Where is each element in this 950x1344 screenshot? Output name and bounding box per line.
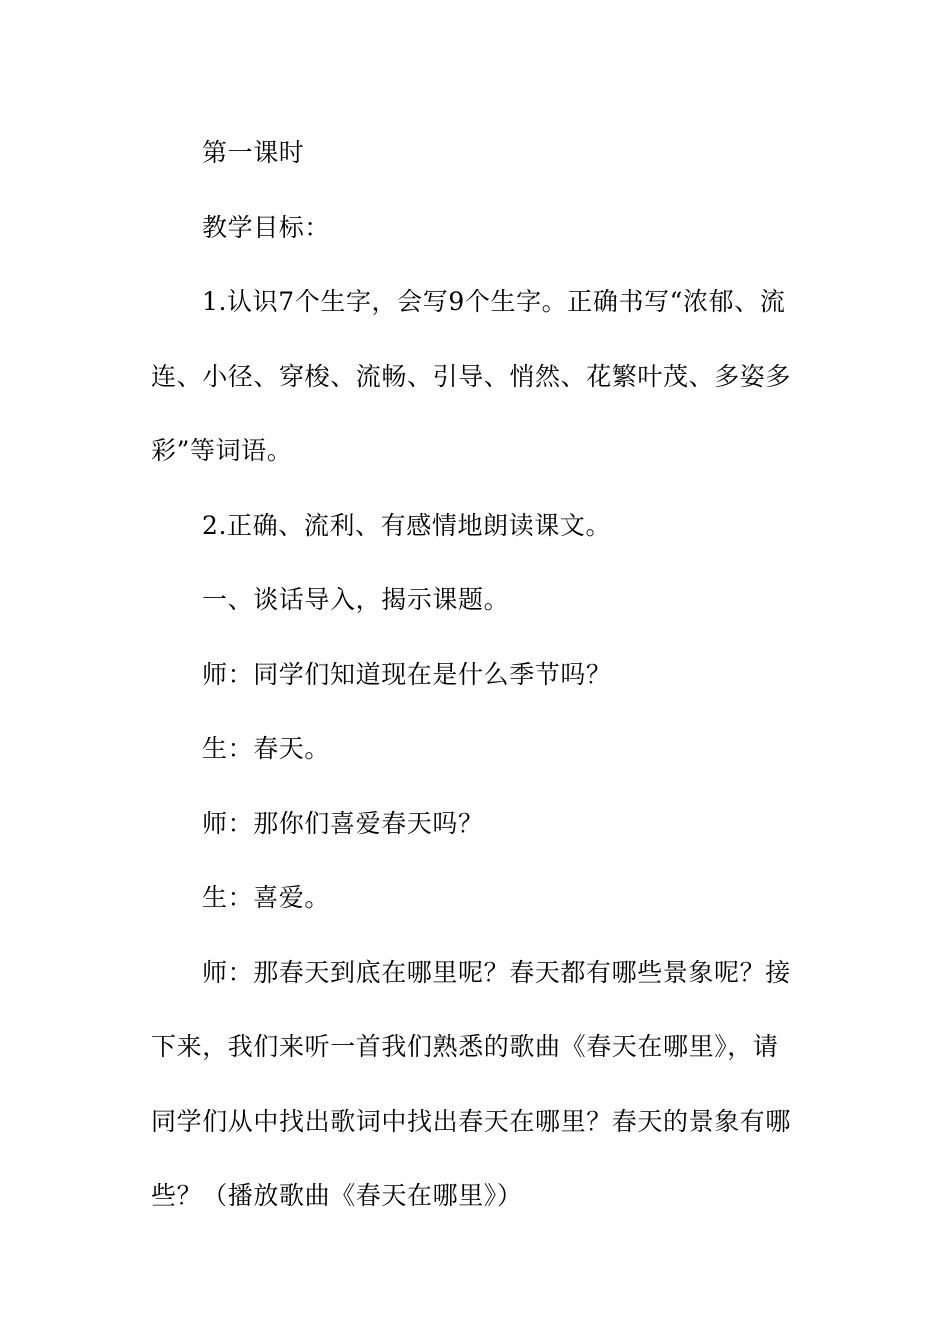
dialogue-line: 师：那春天到底在哪里呢？春天都有哪些景象呢？接下来，我们来听一首我们熟悉的歌曲《春天在哪里》，请同学们从中找出歌词中找出春天在哪里？春天的景象有哪些？（播放歌曲《春天在哪里》） <box>151 957 792 1210</box>
teaching-objectives-heading: 教学目标： <box>202 212 331 242</box>
objective-1: 1.认识7个生字，会写9个生字。正确书写“浓郁、流连、小径、穿梭、流畅、引导、悄然、花繁叶茂、多姿多彩”等词语。 <box>151 287 792 465</box>
document-body <box>151 116 796 1234</box>
section-heading-intro: 一、谈话导入，揭示课题。 <box>202 585 510 614</box>
dialogue-line: 师：同学们知道现在是什么季节吗？ <box>202 659 612 689</box>
dialogue-line: 生：喜爱。 <box>202 883 331 912</box>
objective-2: 2.正确、流利、有感情地朗读课文。 <box>202 510 612 540</box>
lesson-period-heading: 第一课时 <box>202 138 305 167</box>
dialogue-line: 师：那你们喜爱春天吗？ <box>202 808 484 838</box>
dialogue-line: 生：春天。 <box>202 734 331 763</box>
